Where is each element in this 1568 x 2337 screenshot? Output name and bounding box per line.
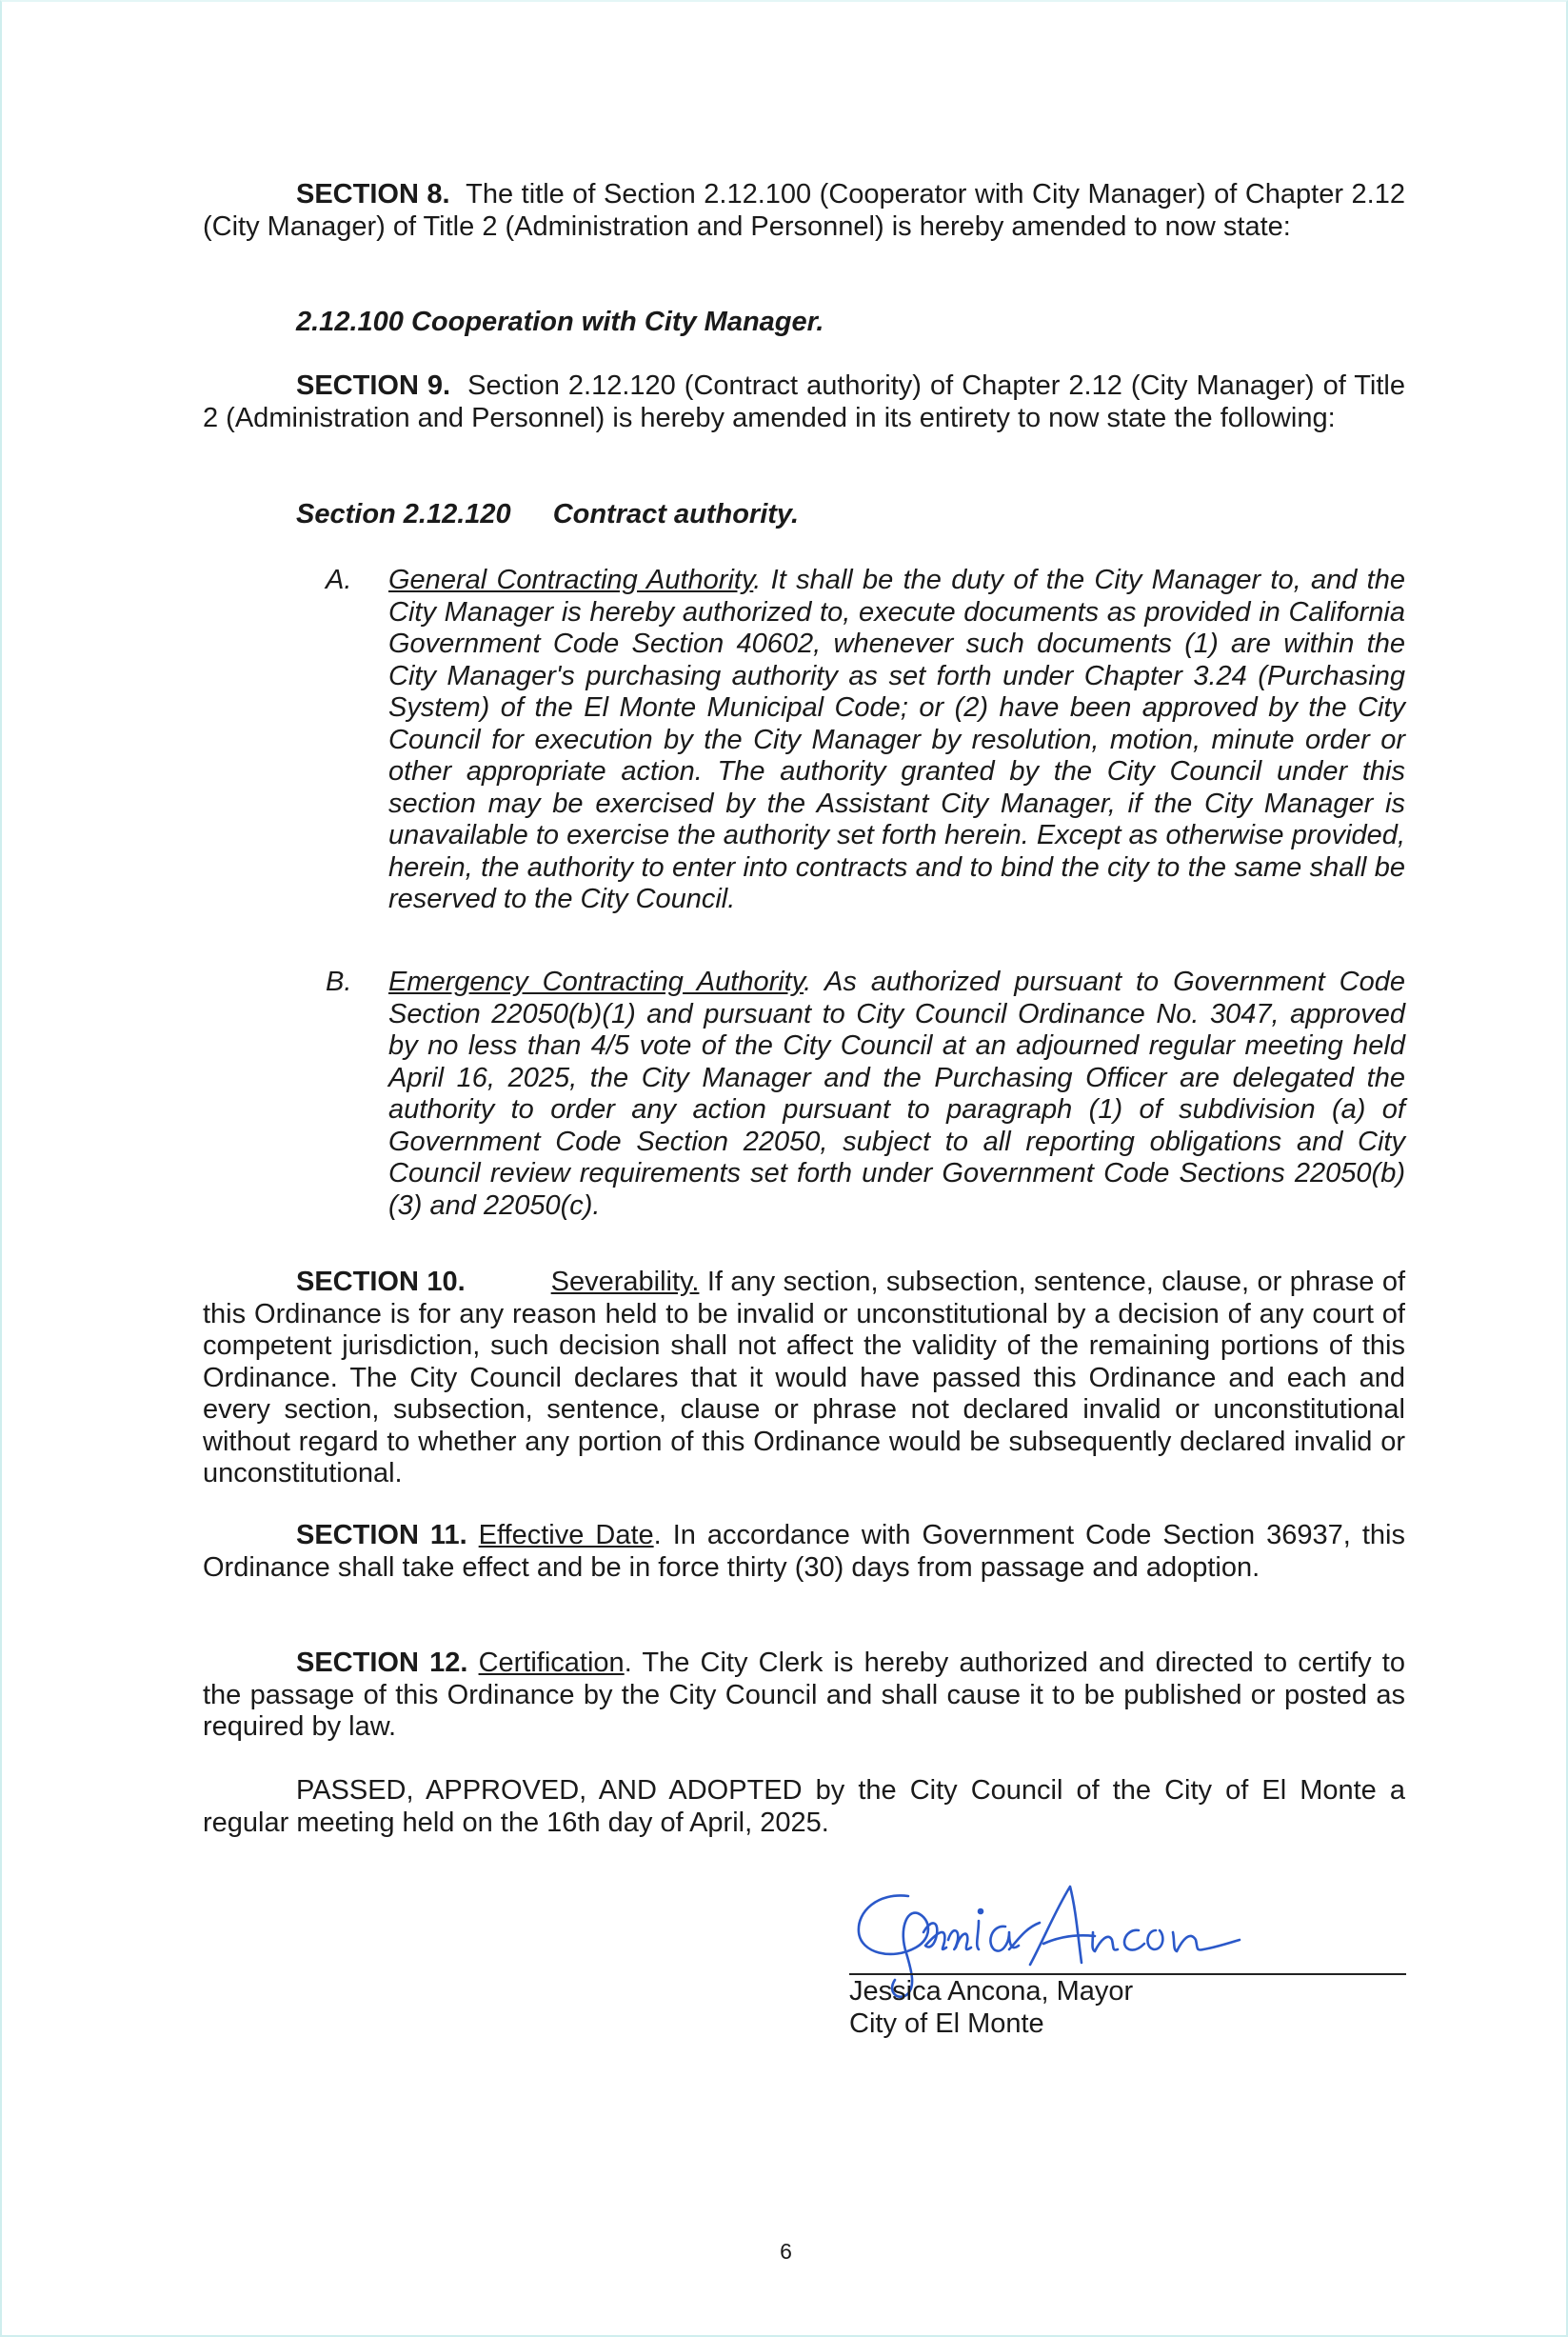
section-8-text: The title of Section 2.12.100 (Cooperator with City Manager) of Chapter 2.12 (City Manager) of Title 2 (Administration and Personnel) is hereby amended to now state: [203, 179, 1405, 242]
item-text: . It shall be the duty of the City Manager to, and the City Manager is hereby authorized to, execute documents as provided in California Government Code Section 40602, whenever such documents (1) are within the City Manager's purchasing authority as set forth under Chapter 3.24 (Purchasing System) of the El Monte Municipal Code; or (2) have been approved by the City Council for execution by the City Manager by resolution, motion, minute order or other appropriate action. The authority granted by the City Council under this section may be exercised by the Assistant City Manager, if the City Manager is unavailable to exercise the authority set forth herein. Except as otherwise provided, herein, the authority to enter into contracts and to bind the city to the same shall be reserved to the City Council. [388, 565, 1405, 914]
adoption-statement [203, 1775, 1405, 1839]
section-8-subtitle-block [203, 307, 1405, 339]
section-10-text: If any section, subsection, sentence, clause, or phrase of this Ordinance is for any reason held to be invalid or unconstitutional by a decision of any court of competent jurisdiction, such decision shall not affect the validity of the remaining portions of this Ordinance. The City Council declares that it would have passed this Ordinance and each and every section, subsection, sentence, clause or phrase not declared invalid or unconstitutional without regard to whether any portion of this Ordinance would be subsequently declared invalid or unconstitutional. [203, 1267, 1405, 1488]
section-8 [203, 179, 1405, 243]
page-number: 6 [780, 2239, 792, 2264]
signatory-organization: City of El Monte [849, 2007, 1044, 2039]
section-8-heading: SECTION 8. [296, 179, 450, 210]
signatory-name: Jessica Ancona, Mayor [849, 1976, 1134, 2007]
item-text: . As authorized pursuant to Government Code Section 22050(b)(1) and pursuant to City Council Ordinance No. 3047, approved by no less than 4/5 vote of the City Council at an adjourned regular meeting held April 16, 2025, the City Manager and the Purchasing Officer are delegated the authority to order any action pursuant to paragraph (1) of subdivision (a) of Government Code Section 22050, subject to all reporting obligations and City Council review requirements set forth under Government Code Sections 22050(b)(3) and 22050(c). [388, 967, 1405, 1221]
section-8-subtitle: 2.12.100 Cooperation with City Manager. [296, 307, 824, 337]
section-9 [203, 370, 1405, 434]
list-item [203, 565, 1405, 916]
item-title: Emergency Contracting Authority [388, 967, 804, 997]
section-10-title: Severability. [550, 1267, 700, 1297]
signature-line [849, 1973, 1406, 1975]
section-9-subtitle-number: Section 2.12.120 [296, 499, 511, 529]
section-11 [203, 1520, 1405, 1584]
section-9-heading: SECTION 9. [296, 370, 451, 401]
section-12-title: Certification [478, 1648, 625, 1678]
section-11-text: . In accordance with Government Code Section 36937, this Ordinance shall take effect and be in force thirty (30) days from passage and adoption. [203, 1520, 1405, 1583]
item-marker: A. [326, 565, 352, 595]
section-12 [203, 1648, 1405, 1744]
item-title: General Contracting Authority [388, 565, 754, 595]
list-item [203, 967, 1405, 1222]
section-10 [203, 1267, 1405, 1490]
section-9-subtitle-name: Contract authority. [552, 499, 800, 529]
section-12-text: . The City Clerk is hereby authorized and directed to certify to the passage of this Ordinance by the City Council and shall cause it to be published or posted as required by law. [203, 1648, 1405, 1742]
section-11-title: Effective Date [478, 1520, 654, 1550]
section-12-heading: SECTION 12. [296, 1648, 468, 1678]
adoption-text: PASSED, APPROVED, AND ADOPTED by the City Council of the City of El Monte a regular meeting held on the 16th day of April, 2025. [203, 1775, 1405, 1838]
item-marker: B. [326, 967, 352, 997]
section-9-subtitle-block [203, 499, 1405, 531]
section-10-heading: SECTION 10. [296, 1267, 466, 1297]
section-11-heading: SECTION 11. [296, 1520, 467, 1550]
section-9-text: Section 2.12.120 (Contract authority) of Chapter 2.12 (City Manager) of Title 2 (Administration and Personnel) is hereby amended in its entirety to now state the following: [203, 370, 1405, 433]
